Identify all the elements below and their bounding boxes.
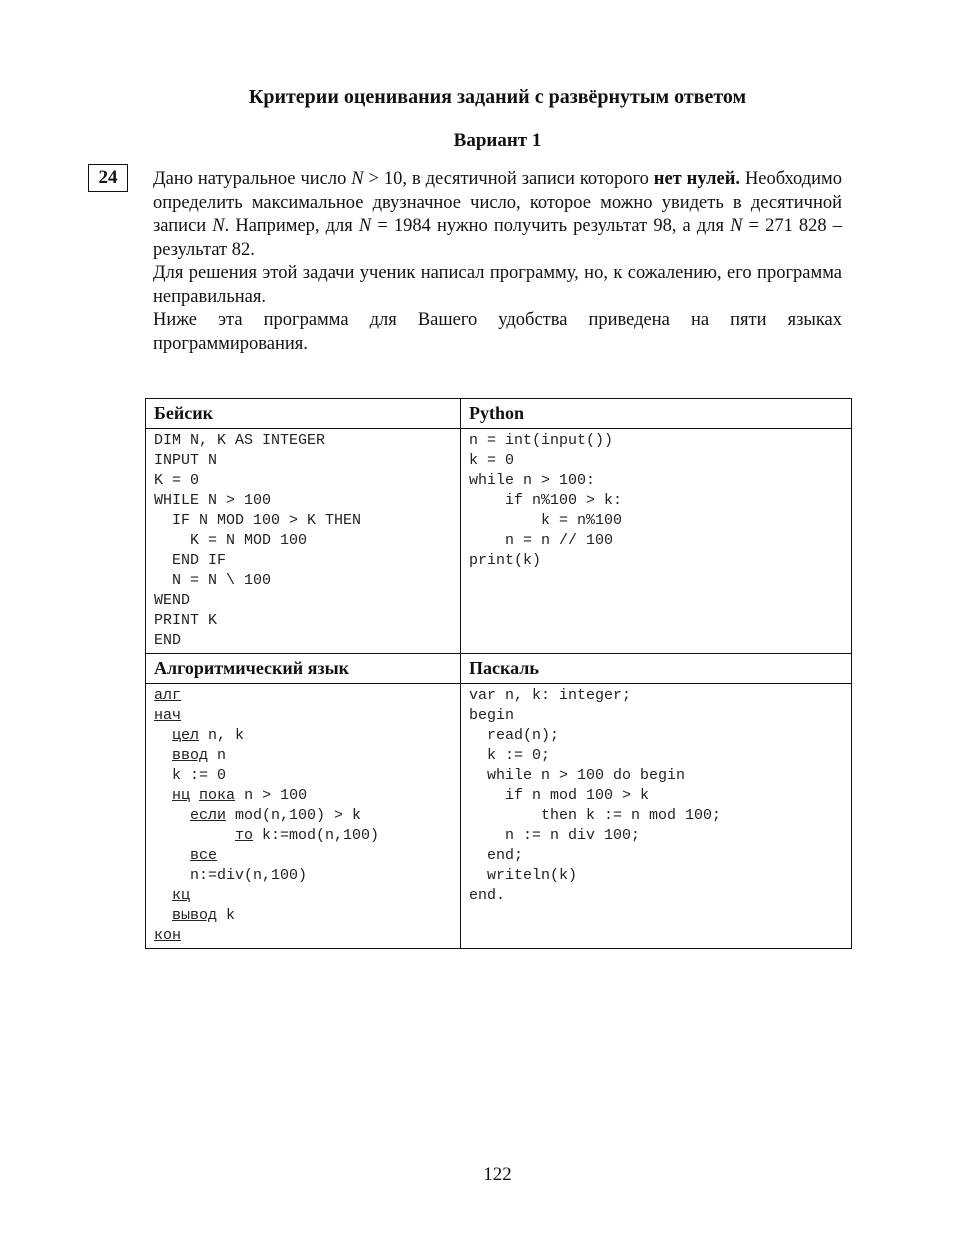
code-line: begin: [469, 707, 515, 724]
code-line: END IF: [154, 552, 227, 569]
code-line: read(n);: [469, 727, 560, 744]
code-line: [154, 826, 460, 846]
code-line: [154, 726, 460, 746]
code-line: while n > 100 do begin: [469, 767, 686, 784]
page-number: 122: [483, 1164, 512, 1185]
code-line: k = 0: [469, 452, 515, 469]
keyword: ввод: [172, 747, 209, 764]
code-line: while n > 100:: [469, 472, 596, 489]
code-line: if n%100 > k:: [469, 492, 623, 509]
emphasis-no-zeros: нет нулей.: [653, 169, 741, 189]
task-paragraph-2: Для решения этой задачи ученик написал программу, но, к сожалению, его программа неправильная.: [153, 263, 842, 307]
variable-n: N: [730, 216, 743, 236]
algo-code: [146, 684, 461, 949]
variable-n: N: [351, 169, 364, 189]
keyword: алг: [154, 687, 182, 704]
variant-heading: Вариант 1: [453, 130, 542, 151]
code-line: n = int(input()): [469, 432, 614, 449]
code-line: if n mod 100 > k: [469, 787, 650, 804]
text-fragment: > 10, в десятичной записи которого: [363, 169, 654, 189]
code-line: then k := n mod 100;: [469, 807, 722, 824]
variable-n: N: [358, 216, 372, 236]
code-line: writeln(k): [469, 867, 578, 884]
code-line: END: [154, 632, 182, 649]
code-line: DIM N, K AS INTEGER: [154, 432, 326, 449]
code-line: n = n // 100: [469, 532, 614, 549]
keyword: пока: [199, 787, 236, 804]
code-line: [154, 846, 460, 866]
python-code: [461, 429, 852, 654]
text-fragment: = 271 828 – результат 82.: [153, 216, 843, 260]
code-line: [154, 926, 460, 946]
code-line: N = N \ 100: [154, 572, 272, 589]
code-line: end;: [469, 847, 524, 864]
code-line: [154, 686, 460, 706]
code-line: INPUT N: [154, 452, 218, 469]
basic-code: [146, 429, 461, 654]
code-line: K = 0: [154, 472, 200, 489]
task-number-box: 24: [88, 164, 128, 192]
pascal-code: [461, 684, 852, 949]
python-header: Python: [461, 399, 852, 429]
task-paragraph-3: Ниже эта программа для Вашего удобства приведена на пяти языках программирования.: [153, 310, 842, 354]
variable-n: N: [212, 216, 225, 236]
algo-header: Алгоритмический язык: [146, 654, 461, 684]
text-fragment: = 1984 нужно получить результат 98, а для: [371, 216, 731, 236]
keyword: все: [190, 847, 218, 864]
code-text: k:=mod(n,100): [253, 827, 380, 844]
code-line: K = N MOD 100: [154, 532, 308, 549]
keyword: если: [190, 807, 227, 824]
task-paragraph-1: [153, 168, 842, 262]
code-line: end.: [469, 887, 506, 904]
code-line: [154, 806, 460, 826]
keyword: цел: [172, 727, 200, 744]
code-line: [154, 706, 460, 726]
code-line: [154, 886, 460, 906]
code-line: PRINT K: [154, 612, 218, 629]
code-line: [154, 786, 460, 806]
code-text: n > 100: [235, 787, 308, 804]
code-text: n: [208, 747, 227, 764]
code-text: n, k: [199, 727, 245, 744]
text-fragment: Необходимо определить максимальное двузначное число, которое можно увидеть в десятичной записи: [153, 169, 843, 236]
keyword: кон: [154, 927, 182, 944]
text-fragment: . Например, для: [224, 216, 359, 236]
code-line: k = n%100: [469, 512, 623, 529]
code-line: var n, k: integer;: [469, 687, 632, 704]
programs-table: [145, 398, 852, 949]
pascal-header: Паскаль: [461, 654, 852, 684]
code-text: mod(n,100) > k: [226, 807, 362, 824]
keyword: кц: [172, 887, 191, 904]
code-line: IF N MOD 100 > K THEN: [154, 512, 362, 529]
code-line: k := 0;: [469, 747, 551, 764]
text-fragment: Дано натуральное число: [153, 169, 352, 189]
code-line: [154, 906, 460, 926]
code-text: k: [217, 907, 236, 924]
page-title: Критерии оценивания заданий с развёрнутым ответом: [248, 86, 747, 108]
code-line: k := 0: [154, 767, 227, 784]
basic-header: Бейсик: [146, 399, 461, 429]
task-statement: [153, 168, 842, 356]
code-line: print(k): [469, 552, 542, 569]
keyword: нач: [154, 707, 182, 724]
keyword: то: [235, 827, 254, 844]
code-line: WHILE N > 100: [154, 492, 272, 509]
code-line: WEND: [154, 592, 191, 609]
keyword: вывод: [172, 907, 218, 924]
code-line: n:=div(n,100): [154, 867, 308, 884]
code-line: [154, 746, 460, 766]
keyword: нц: [172, 787, 191, 804]
code-line: n := n div 100;: [469, 827, 641, 844]
